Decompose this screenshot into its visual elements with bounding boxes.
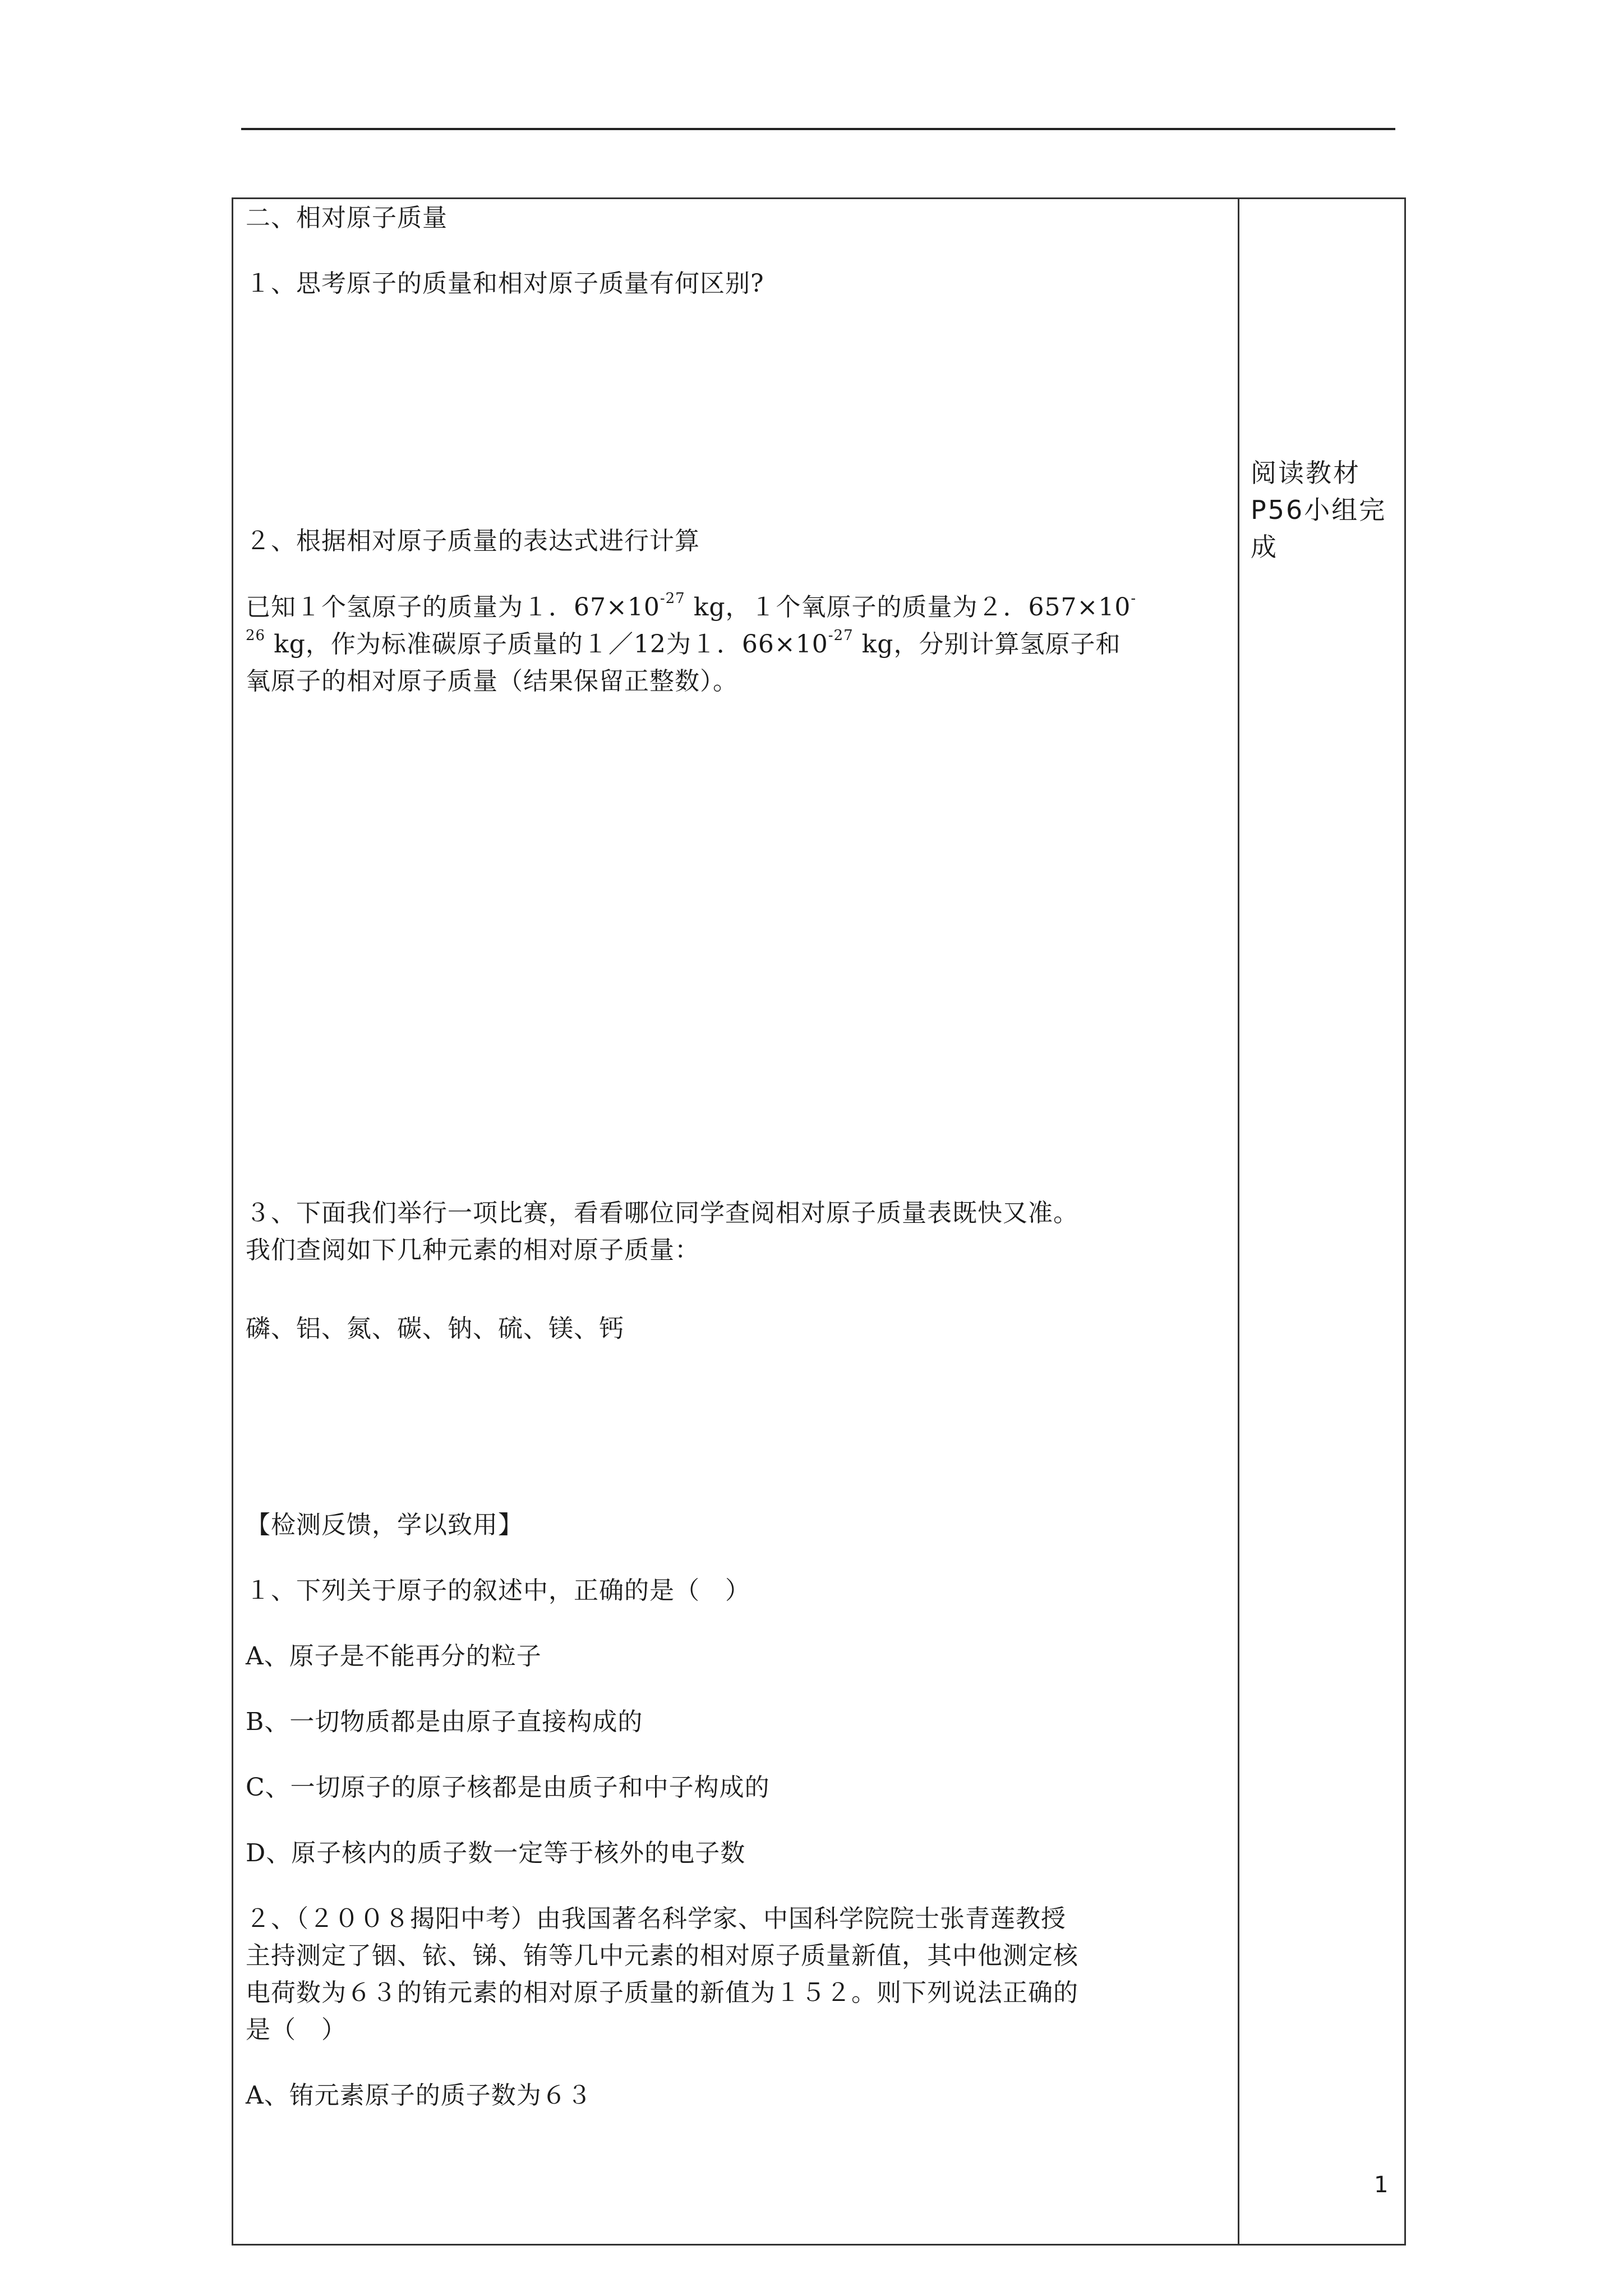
option-d: D、原子核内的质子数一定等于核外的电子数 [246, 1839, 746, 1867]
section-heading: 二、相对原子质量 [246, 204, 448, 232]
question-1: １、思考原子的质量和相对原子质量有何区别? [246, 269, 764, 298]
side-note-line-3: 成 [1251, 532, 1278, 562]
question-2-body-line-1: 已知１个氢原子的质量为１．$67\times 10^{-27}$ kg，１个氧原子的质量为２．657×10- [246, 590, 1137, 622]
column-divider [1238, 197, 1239, 2246]
element-list: 磷、铝、氮、碳、钠、硫、镁、钙 [246, 1314, 624, 1343]
question-3-line-2: 我们查阅如下几种元素的相对原子质量： [246, 1236, 700, 1264]
side-note-line-2: P56小组完 [1251, 495, 1387, 525]
feedback-question-2-line-4: 是（ ） [246, 2016, 347, 2044]
option-c: C、一切原子的原子核都是由质子和中子构成的 [246, 1773, 770, 1802]
question-2-body-line-3: 氧原子的相对原子质量（结果保留正整数）。 [246, 667, 738, 696]
option-b: B、一切物质都是由原子直接构成的 [246, 1708, 643, 1736]
option-a: A、原子是不能再分的粒子 [246, 1642, 542, 1671]
feedback-question-2-line-1: ２、（２００８揭阳中考）由我国著名科学家、中国科学院院士张青莲教授 [246, 1904, 1066, 1933]
question-2: ２、根据相对原子质量的表达式进行计算 [246, 527, 700, 555]
question-3-line-1: ３、下面我们举行一项比赛，看看哪位同学查阅相对原子质量表既快又准。 [246, 1199, 1078, 1227]
feedback-question-2-line-3: 电荷数为６３的铕元素的相对原子质量的新值为１５２。则下列说法正确的 [246, 1978, 1078, 2007]
feedback-heading: 【检测反馈，学以致用】 [246, 1511, 523, 1539]
side-note-line-1: 阅读教材 [1251, 458, 1361, 488]
header-rule [241, 128, 1395, 130]
side-note [1251, 454, 1396, 565]
feedback-question-1: １、下列关于原子的叙述中，正确的是（ ） [246, 1576, 750, 1605]
feedback-question-2-line-2: 主持测定了铟、铱、锑、铕等几中元素的相对原子质量新值，其中他测定核 [246, 1941, 1078, 1970]
feedback-question-2-option-a: A、铕元素原子的质子数为６３ [246, 2081, 592, 2110]
question-2-body-line-2: $^{26}$ kg，作为标准碳原子质量的１／12为１．$66\times 10^{-27}$ kg，分别计算氢原子和 [246, 627, 1121, 659]
page-number: 1 [1374, 2172, 1389, 2198]
